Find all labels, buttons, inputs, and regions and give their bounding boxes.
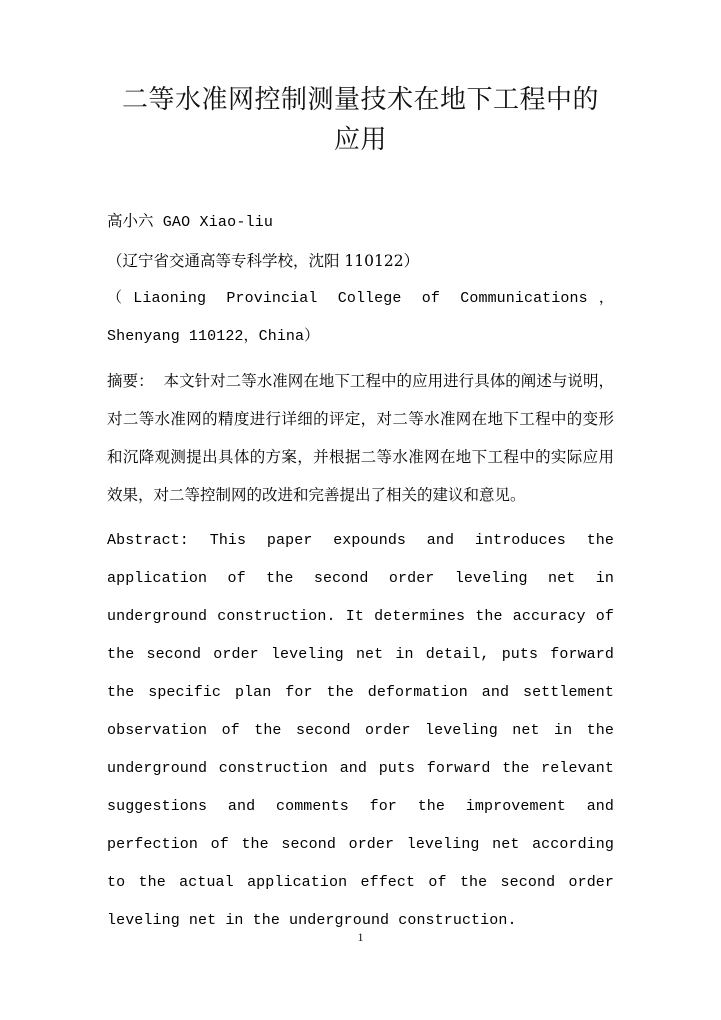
author-affiliation-block bbox=[107, 202, 614, 940]
page-title bbox=[107, 80, 614, 160]
author-name-cn: 高小六 bbox=[107, 212, 154, 230]
abstract-chinese-label: 摘要： bbox=[107, 372, 154, 390]
abstract-chinese-text: 本文针对二等水准网在地下工程中的应用进行具体的阐述与说明，对二等水准网的精度进行详细的评定，对二等水准网在地下工程中的变形和沉降观测提出具体的方案，并根据二等水准网在地下工程中的实际应用效果，对二等控制网的改进和完善提出了相关的建议和意见。 bbox=[107, 372, 614, 504]
title-line-1: 二等水准网控制测量技术在地下工程中的 bbox=[121, 85, 599, 115]
page-number: 1 bbox=[357, 930, 364, 944]
abstract-english-text: This paper expounds and introduces the application of the second order leveling net in underground construction. It determines the accuracy of the second order leveling net in detail, puts forward the specific plan for the deformation and settlement observation of the second order leveling net in the underground construction and puts forward the relevant suggestions and comments for the improvement and perfection of the second order leveling net according to the actual application effect of the second order leveling net in the underground construction. bbox=[107, 532, 614, 929]
author-line bbox=[107, 202, 614, 242]
title-line-2: 应用 bbox=[333, 125, 387, 155]
page-content bbox=[107, 0, 614, 940]
affiliation-chinese: （辽宁省交通高等专科学校，沈阳 110122） bbox=[107, 252, 420, 270]
abstract-chinese bbox=[107, 362, 614, 514]
abstract-english-label: Abstract: bbox=[107, 532, 189, 549]
author-name-en: GAO Xiao-liu bbox=[162, 214, 274, 231]
affiliation-english: （Liaoning Provincial College of Communications，Shenyang 110122，China） bbox=[107, 290, 614, 345]
abstract-english bbox=[107, 522, 614, 940]
